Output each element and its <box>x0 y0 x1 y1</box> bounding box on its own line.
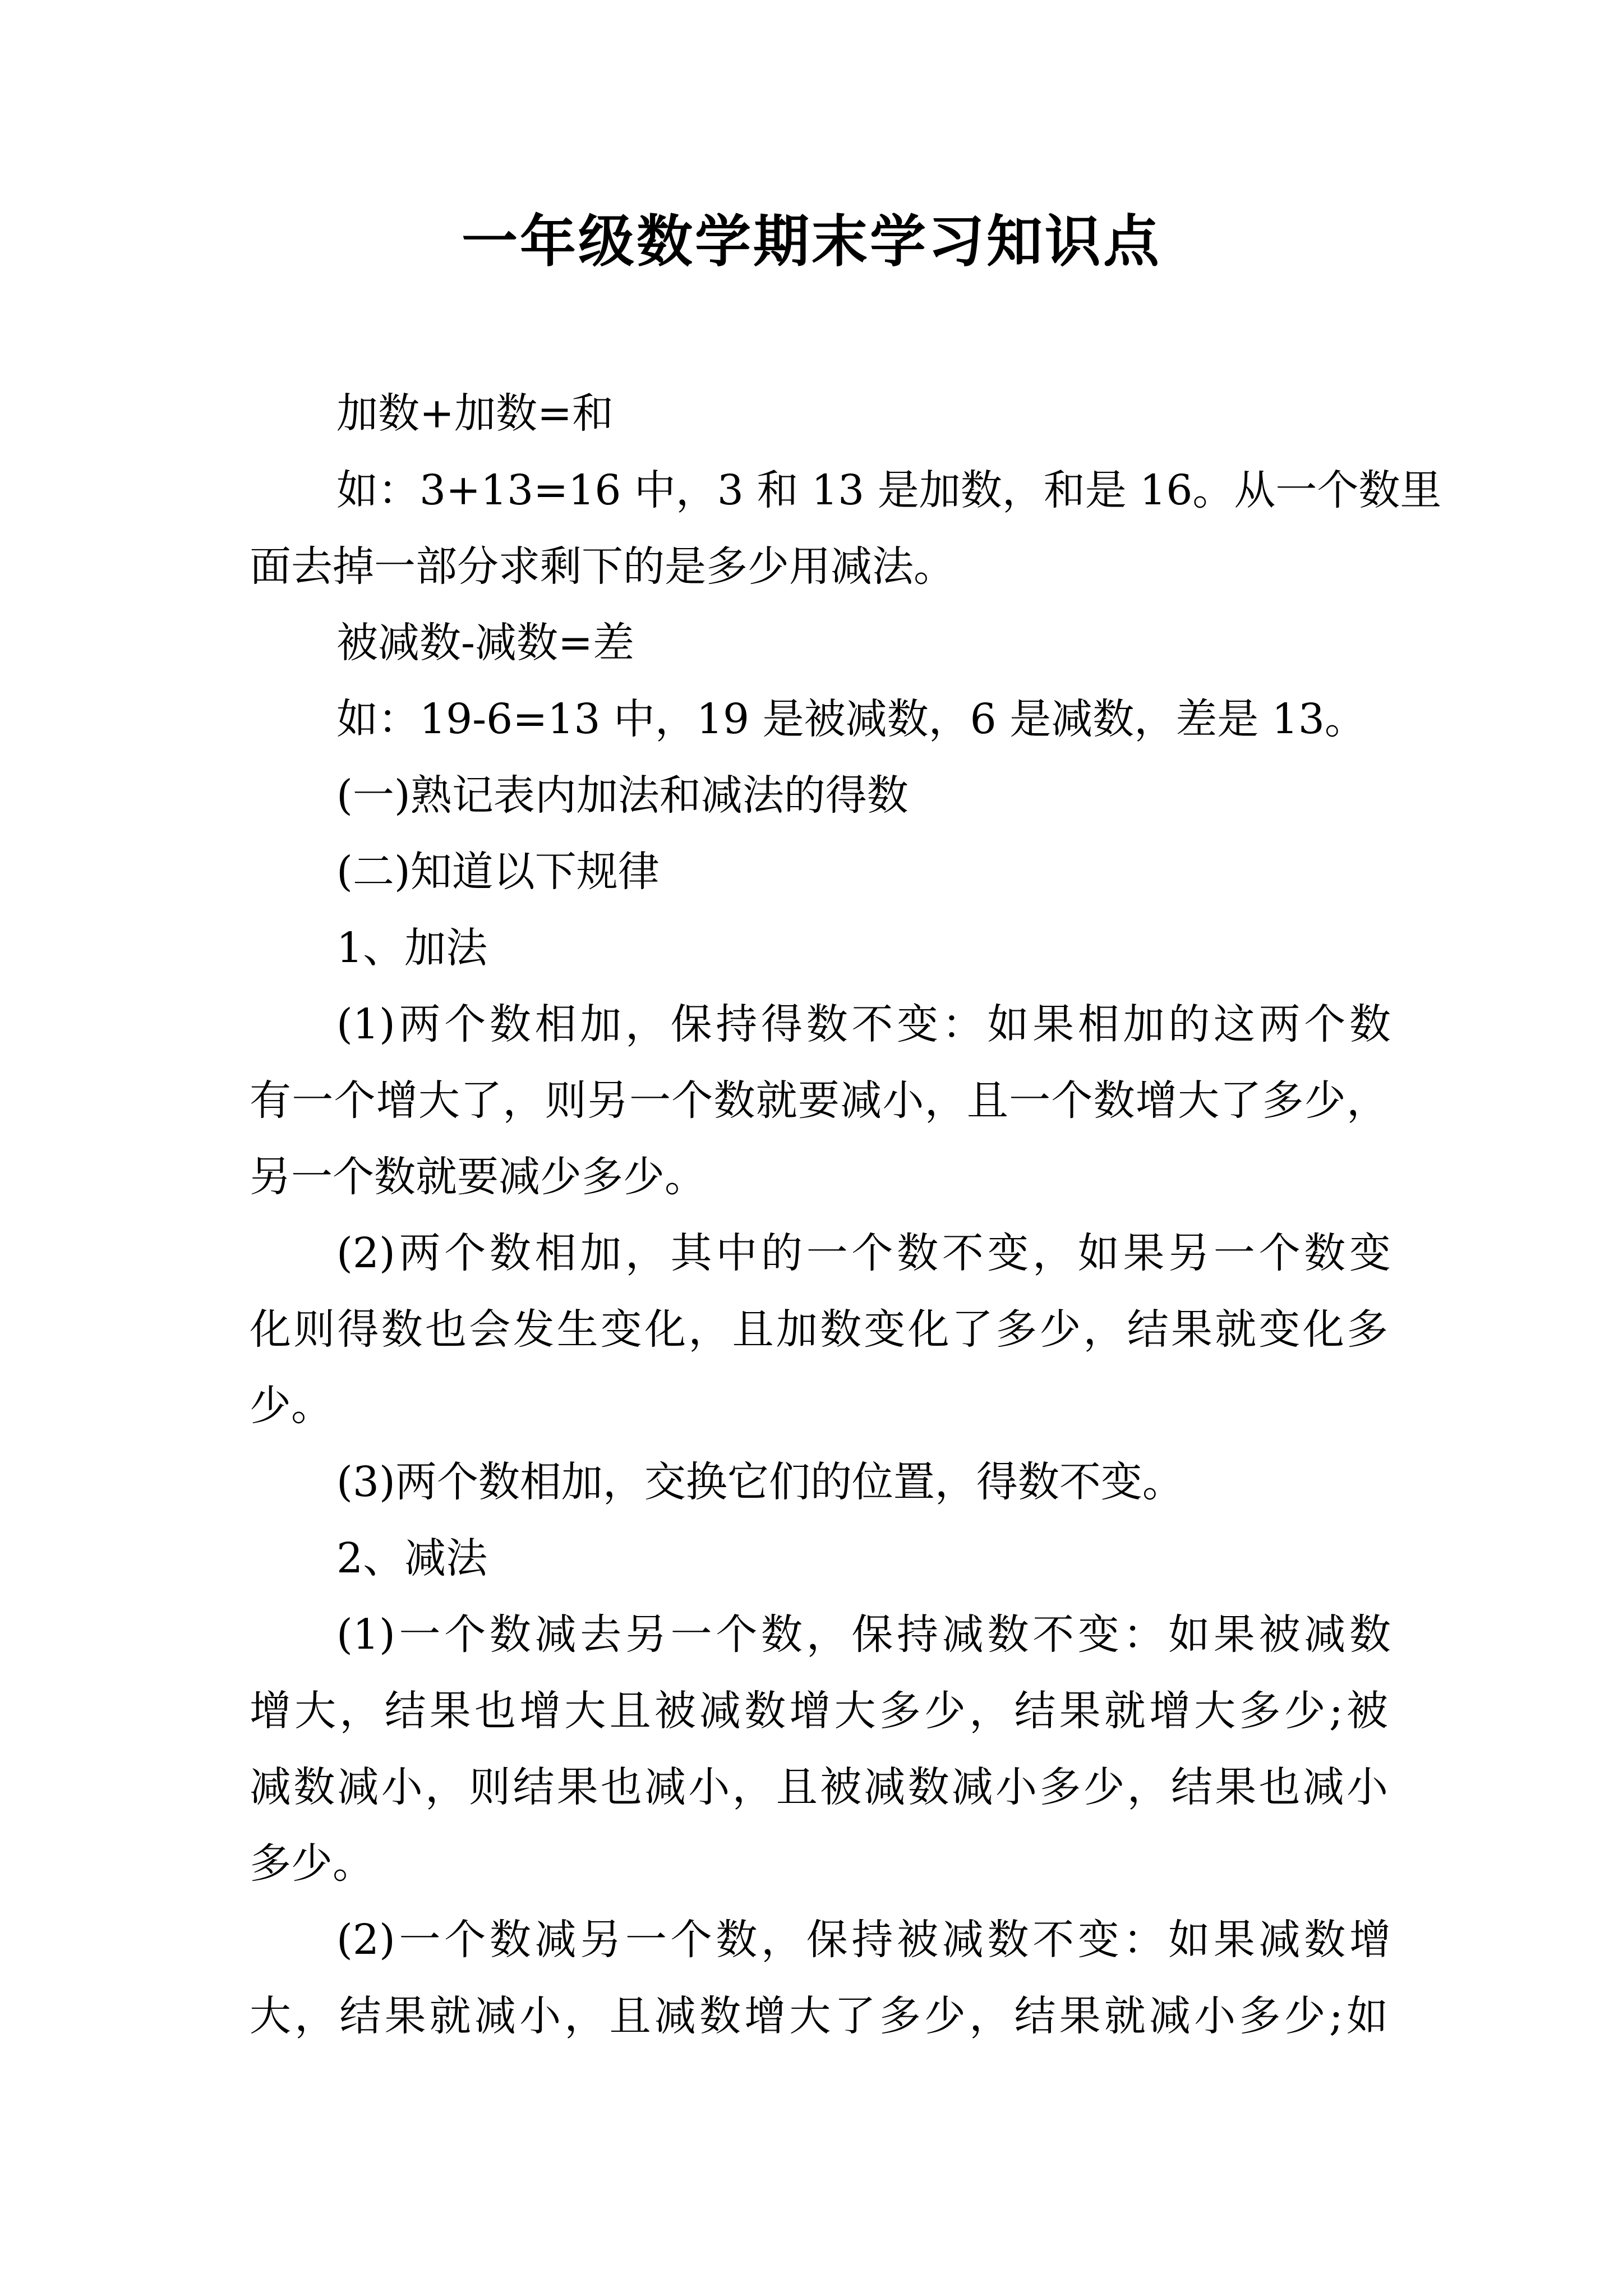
paragraph-line: 被减数-减数=差 <box>336 619 635 667</box>
paragraph-line: (2)两个数相加，其中的一个数不变，如果另一个数变 <box>336 1229 1391 1277</box>
paragraph-line: 如：19-6=13 中，19 是被减数，6 是减数，差是 13。 <box>336 695 1366 743</box>
paragraph-line: (1)一个数减去另一个数，保持减数不变：如果被减数 <box>336 1611 1391 1659</box>
paragraph-line: (一)熟记表内加法和减法的得数 <box>336 771 909 820</box>
paragraph-line: (1)两个数相加，保持得数不变：如果相加的这两个数 <box>336 1000 1391 1048</box>
paragraph-line: 化则得数也会发生变化，且加数变化了多少，结果就变化多 <box>250 1305 1388 1354</box>
paragraph-line: 有一个增大了，则另一个数就要减小，且一个数增大了多少， <box>250 1076 1388 1125</box>
paragraph-line: 面去掉一部分求剩下的是多少用减法。 <box>250 542 955 591</box>
paragraph-line: (二)知道以下规律 <box>336 848 660 896</box>
paragraph-line: (3)两个数相加，交换它们的位置，得数不变。 <box>336 1458 1184 1506</box>
paragraph-line: 多少。 <box>250 1839 374 1888</box>
paragraph-line: 减数减小，则结果也减小，且被减数减小多少，结果也减小 <box>250 1763 1388 1811</box>
paragraph-line: 2、减法 <box>336 1534 488 1582</box>
paragraph-line: 少。 <box>250 1382 333 1430</box>
paragraph-line: 大，结果就减小，且减数增大了多少，结果就减小多少;如 <box>250 1992 1388 2040</box>
paragraph-line: (2)一个数减另一个数，保持被减数不变：如果减数增 <box>336 1916 1391 1964</box>
document-title: 一年级数学期末学习知识点 <box>462 208 1161 274</box>
paragraph-line: 另一个数就要减少多少。 <box>250 1153 706 1201</box>
paragraph-line: 增大，结果也增大且被减数增大多少，结果就增大多少;被 <box>250 1687 1388 1735</box>
paragraph-line: 如：3+13=16 中，3 和 13 是加数，和是 16。从一个数里 <box>336 466 1442 514</box>
paragraph-line: 1、加法 <box>336 924 488 972</box>
paragraph-line: 加数+加数=和 <box>336 389 614 438</box>
